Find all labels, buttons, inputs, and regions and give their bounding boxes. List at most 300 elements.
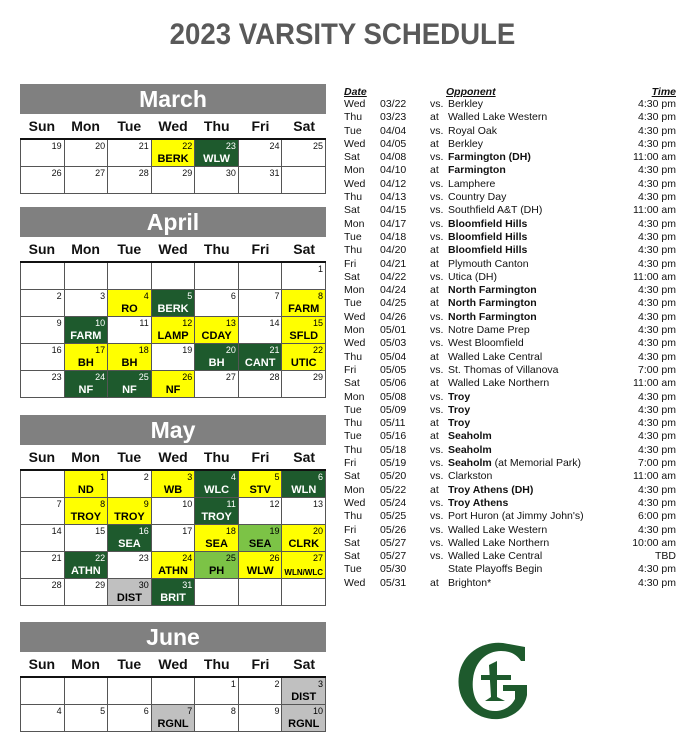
calendar-day bbox=[21, 371, 65, 398]
schedule-row bbox=[344, 231, 676, 244]
date-header: Date bbox=[344, 86, 367, 98]
game-date: 05/03 bbox=[380, 337, 407, 350]
game-date: 05/20 bbox=[380, 470, 407, 483]
calendar-day bbox=[21, 552, 65, 579]
game-time: 7:00 pm bbox=[638, 457, 676, 470]
game-time: 6:00 pm bbox=[638, 510, 676, 523]
calendar-day bbox=[65, 498, 109, 525]
day-number: 23 bbox=[138, 553, 149, 563]
day-number: 9 bbox=[143, 499, 149, 509]
game-label: NF bbox=[78, 384, 94, 396]
game-opponent: Berkley bbox=[448, 137, 484, 150]
game-opponent-cell bbox=[430, 537, 616, 550]
game-time: 4:30 pm bbox=[638, 324, 676, 337]
calendar-day bbox=[21, 263, 65, 290]
game-opponent-cell bbox=[430, 204, 616, 217]
calendar-day bbox=[108, 678, 152, 705]
calendar-day bbox=[65, 167, 109, 194]
calendar-week bbox=[20, 705, 326, 732]
schedule-row bbox=[344, 98, 676, 111]
game-location: vs. bbox=[430, 403, 444, 416]
calendar-day bbox=[239, 678, 283, 705]
calendar-day bbox=[108, 498, 152, 525]
game-opponent-cell bbox=[430, 164, 616, 177]
weekday-label: Fri bbox=[251, 656, 270, 672]
calendar-day bbox=[282, 317, 326, 344]
game-location: at bbox=[430, 377, 439, 390]
game-time: 4:30 pm bbox=[638, 390, 676, 403]
day-number: 29 bbox=[182, 168, 193, 178]
game-label: SEA bbox=[248, 538, 272, 550]
schedule-row bbox=[344, 364, 676, 377]
game-location: vs. bbox=[430, 550, 444, 563]
calendar-day bbox=[65, 371, 109, 398]
game-time: 4:30 pm bbox=[638, 177, 676, 190]
calendar-day bbox=[65, 705, 109, 732]
game-opponent: Seaholm bbox=[448, 457, 492, 470]
game-label: WLW bbox=[203, 153, 231, 165]
game-day: Fri bbox=[344, 363, 357, 376]
game-day: Mon bbox=[344, 483, 365, 496]
game-opponent: West Bloomfield bbox=[448, 337, 524, 350]
day-number: 29 bbox=[313, 372, 324, 382]
game-label: TROY bbox=[70, 511, 102, 523]
schedule-row bbox=[344, 324, 676, 337]
schedule-row bbox=[344, 377, 676, 390]
game-opponent-cell bbox=[430, 297, 616, 310]
calendar-day bbox=[65, 579, 109, 606]
calendar-day bbox=[239, 344, 283, 371]
game-time: 4:30 pm bbox=[638, 98, 676, 110]
calendar-day bbox=[195, 705, 239, 732]
game-opponent: State Playoffs Begin bbox=[448, 563, 543, 576]
game-date: 04/20 bbox=[380, 244, 407, 257]
game-opponent-cell bbox=[430, 430, 616, 443]
game-date: 03/22 bbox=[380, 98, 407, 110]
schedule-row bbox=[344, 151, 676, 164]
weekday-label: Mon bbox=[71, 656, 100, 672]
weekday-label: Tue bbox=[117, 449, 142, 465]
schedule-table bbox=[344, 86, 676, 590]
game-label: LAMP bbox=[157, 330, 189, 342]
calendar-day bbox=[152, 498, 196, 525]
game-time: 4:30 pm bbox=[638, 417, 676, 430]
game-opponent-cell bbox=[430, 98, 616, 111]
weekday-label: Thu bbox=[203, 118, 230, 134]
game-day: Thu bbox=[344, 443, 363, 456]
day-number: 27 bbox=[225, 372, 236, 382]
calendar-day bbox=[65, 344, 109, 371]
game-opponent: St. Thomas of Villanova bbox=[448, 363, 559, 376]
day-number: 5 bbox=[274, 472, 280, 482]
game-opponent-cell bbox=[430, 244, 616, 257]
schedule-row bbox=[344, 311, 676, 324]
game-day: Tue bbox=[344, 430, 362, 443]
game-label: ATHN bbox=[71, 565, 101, 577]
schedule-row bbox=[344, 178, 676, 191]
calendar-day bbox=[282, 705, 326, 732]
calendar-april bbox=[20, 207, 326, 398]
game-location: at bbox=[430, 137, 439, 150]
calendar-week bbox=[20, 140, 326, 167]
game-location: vs. bbox=[430, 337, 444, 350]
weekday-label: Wed bbox=[158, 656, 188, 672]
game-location: vs. bbox=[430, 470, 444, 483]
game-location: at bbox=[430, 350, 439, 363]
game-opponent: Troy Athens bbox=[448, 496, 509, 509]
day-number: 26 bbox=[182, 372, 193, 382]
game-date: 05/05 bbox=[380, 363, 407, 376]
game-time: 4:30 pm bbox=[638, 350, 676, 363]
calendar-day bbox=[65, 317, 109, 344]
game-date: 04/05 bbox=[380, 137, 407, 150]
game-date: 04/13 bbox=[380, 191, 407, 204]
schedule-row bbox=[344, 470, 676, 483]
calendar-day bbox=[239, 705, 283, 732]
game-opponent: Walled Lake Western bbox=[448, 523, 548, 536]
game-date: 04/04 bbox=[380, 124, 407, 137]
game-opponent-cell bbox=[430, 218, 616, 231]
schedule-row bbox=[344, 563, 676, 576]
schedule-row bbox=[344, 577, 676, 590]
schedule-row bbox=[344, 391, 676, 404]
calendar-day bbox=[152, 167, 196, 194]
game-time: 4:30 pm bbox=[638, 483, 676, 496]
weekday-label: Mon bbox=[71, 241, 100, 257]
calendar-june bbox=[20, 622, 326, 732]
schedule-row bbox=[344, 430, 676, 443]
time-header: Time bbox=[651, 86, 676, 98]
calendar-day bbox=[195, 290, 239, 317]
calendar-day bbox=[108, 525, 152, 552]
calendar-day bbox=[152, 290, 196, 317]
schedule-header bbox=[344, 86, 676, 98]
game-date: 05/24 bbox=[380, 496, 407, 509]
game-location: at bbox=[430, 417, 439, 430]
game-date: 04/10 bbox=[380, 164, 407, 177]
schedule-row bbox=[344, 244, 676, 257]
game-label: SEA bbox=[118, 538, 141, 550]
game-label: PH bbox=[208, 565, 225, 577]
calendar-day bbox=[108, 705, 152, 732]
game-label: CDAY bbox=[201, 330, 232, 342]
game-opponent-cell bbox=[430, 191, 616, 204]
game-opponent-cell bbox=[430, 550, 616, 563]
calendar-day bbox=[21, 344, 65, 371]
game-date: 05/09 bbox=[380, 403, 407, 416]
game-day: Tue bbox=[344, 297, 362, 310]
calendar-day bbox=[21, 705, 65, 732]
game-label: WLC bbox=[204, 484, 230, 496]
day-number: 18 bbox=[225, 526, 236, 536]
calendar-day bbox=[21, 317, 65, 344]
calendar-day bbox=[65, 552, 109, 579]
game-opponent: Country Day bbox=[448, 191, 507, 204]
game-opponent: Berkley bbox=[448, 98, 484, 110]
calendar-day bbox=[108, 344, 152, 371]
game-label: BH bbox=[208, 357, 225, 369]
game-day: Sat bbox=[344, 536, 360, 549]
day-number: 21 bbox=[269, 345, 280, 355]
weekday-label: Sun bbox=[28, 656, 56, 672]
game-opponent: Seaholm bbox=[448, 443, 492, 456]
schedule-row bbox=[344, 111, 676, 124]
game-opponent-cell bbox=[430, 311, 616, 324]
day-number: 26 bbox=[51, 168, 62, 178]
weekday-row bbox=[20, 114, 326, 140]
schedule-row bbox=[344, 337, 676, 350]
day-number: 19 bbox=[269, 526, 280, 536]
day-number: 31 bbox=[269, 168, 280, 178]
game-location: vs. bbox=[430, 270, 444, 283]
game-time: 4:30 pm bbox=[638, 576, 676, 589]
game-opponent-cell bbox=[430, 125, 616, 138]
game-label: CANT bbox=[244, 357, 276, 369]
calendar-day bbox=[195, 525, 239, 552]
game-location: vs. bbox=[430, 124, 444, 137]
game-opponent-cell bbox=[430, 231, 616, 244]
calendar-day bbox=[108, 140, 152, 167]
game-day: Wed bbox=[344, 496, 366, 509]
game-label: WB bbox=[163, 484, 183, 496]
calendar-day bbox=[108, 579, 152, 606]
game-location: vs. bbox=[430, 230, 444, 243]
weekday-label: Tue bbox=[117, 118, 142, 134]
game-location: at bbox=[430, 430, 439, 443]
calendar-day bbox=[239, 579, 283, 606]
calendar-day bbox=[239, 371, 283, 398]
day-number: 19 bbox=[182, 345, 193, 355]
day-number: 15 bbox=[95, 526, 106, 536]
day-number: 12 bbox=[182, 318, 193, 328]
game-day: Fri bbox=[344, 257, 357, 270]
day-number: 4 bbox=[143, 291, 149, 301]
weekday-label: Tue bbox=[117, 241, 142, 257]
game-day: Wed bbox=[344, 576, 366, 589]
game-location: vs. bbox=[430, 191, 444, 204]
game-label: WLN/WLC bbox=[284, 568, 324, 577]
calendar-day bbox=[195, 552, 239, 579]
game-opponent-cell bbox=[430, 178, 616, 191]
game-label: FARM bbox=[288, 303, 320, 315]
game-opponent: Plymouth Canton bbox=[448, 257, 529, 270]
schedule-row bbox=[344, 258, 676, 271]
calendar-day bbox=[21, 579, 65, 606]
game-date: 05/16 bbox=[380, 430, 407, 443]
calendar-day bbox=[195, 317, 239, 344]
game-opponent: Walled Lake Western bbox=[448, 111, 548, 124]
game-day: Tue bbox=[344, 124, 362, 137]
day-number: 2 bbox=[274, 679, 280, 689]
day-number: 23 bbox=[51, 372, 62, 382]
calendar-day bbox=[152, 140, 196, 167]
game-time: 4:30 pm bbox=[638, 297, 676, 310]
schedule-row bbox=[344, 125, 676, 138]
game-opponent: Walled Lake Northern bbox=[448, 536, 550, 549]
weekday-label: Thu bbox=[203, 656, 230, 672]
day-number: 25 bbox=[138, 372, 149, 382]
game-label: CLRK bbox=[288, 538, 320, 550]
game-date: 04/12 bbox=[380, 177, 407, 190]
calendar-day bbox=[21, 167, 65, 194]
game-opponent: Walled Lake Northern bbox=[448, 377, 550, 390]
weekday-label: Thu bbox=[203, 449, 230, 465]
game-label: UTIC bbox=[290, 357, 317, 369]
game-time: 4:30 pm bbox=[638, 496, 676, 509]
month-header: March bbox=[20, 84, 326, 114]
game-opponent: Walled Lake Central bbox=[448, 550, 543, 563]
game-opponent: Royal Oak bbox=[448, 124, 498, 137]
day-number: 27 bbox=[313, 553, 324, 563]
game-opponent-cell bbox=[430, 351, 616, 364]
calendar-week bbox=[20, 290, 326, 317]
weekday-label: Wed bbox=[158, 118, 188, 134]
calendar-day bbox=[239, 140, 283, 167]
game-date: 05/19 bbox=[380, 457, 407, 470]
calendar-day bbox=[282, 344, 326, 371]
game-opponent-cell bbox=[430, 151, 616, 164]
day-number: 5 bbox=[100, 706, 106, 716]
calendar-day bbox=[239, 263, 283, 290]
calendar-week bbox=[20, 678, 326, 705]
game-time: 4:30 pm bbox=[638, 191, 676, 204]
game-day: Wed bbox=[344, 98, 366, 110]
game-day: Tue bbox=[344, 230, 362, 243]
game-location: vs. bbox=[430, 390, 444, 403]
calendar-day bbox=[152, 552, 196, 579]
day-number: 10 bbox=[313, 706, 324, 716]
game-day: Sat bbox=[344, 377, 360, 390]
calendar-day bbox=[239, 290, 283, 317]
game-day: Fri bbox=[344, 523, 357, 536]
game-label: ND bbox=[77, 484, 94, 496]
calendar-week bbox=[20, 167, 326, 194]
game-date: 05/22 bbox=[380, 483, 407, 496]
day-number: 12 bbox=[269, 499, 280, 509]
game-day: Thu bbox=[344, 510, 363, 523]
calendar-day bbox=[21, 140, 65, 167]
calendar-week bbox=[20, 579, 326, 606]
game-day: Thu bbox=[344, 191, 363, 204]
day-number: 3 bbox=[318, 679, 324, 689]
game-date: 04/21 bbox=[380, 257, 407, 270]
game-location: at bbox=[430, 297, 439, 310]
game-location: vs. bbox=[430, 496, 444, 509]
game-opponent: North Farmington bbox=[448, 284, 537, 297]
game-opponent-cell bbox=[430, 497, 616, 510]
game-label: DIST bbox=[116, 592, 142, 604]
calendar-day bbox=[152, 471, 196, 498]
calendar-day bbox=[108, 167, 152, 194]
calendar-day bbox=[152, 344, 196, 371]
day-number: 4 bbox=[230, 472, 236, 482]
calendar-week bbox=[20, 344, 326, 371]
day-number: 22 bbox=[95, 553, 106, 563]
schedule-row bbox=[344, 404, 676, 417]
game-time: 4:30 pm bbox=[638, 563, 676, 576]
calendar-day bbox=[108, 317, 152, 344]
calendar-day bbox=[152, 371, 196, 398]
schedule-row bbox=[344, 484, 676, 497]
calendar-day bbox=[65, 525, 109, 552]
calendar-day bbox=[239, 167, 283, 194]
game-time: 4:30 pm bbox=[638, 523, 676, 536]
calendar-day bbox=[108, 552, 152, 579]
weekday-label: Wed bbox=[158, 449, 188, 465]
calendar-day bbox=[152, 678, 196, 705]
day-number: 30 bbox=[225, 168, 236, 178]
day-number: 8 bbox=[318, 291, 324, 301]
game-opponent: Troy bbox=[448, 417, 471, 430]
calendar-may bbox=[20, 415, 326, 606]
day-number: 1 bbox=[230, 679, 236, 689]
calendar-week bbox=[20, 263, 326, 290]
game-label: WLW bbox=[246, 565, 274, 577]
game-opponent: Notre Dame Prep bbox=[448, 324, 530, 337]
calendar-day bbox=[239, 317, 283, 344]
game-location: vs. bbox=[430, 523, 444, 536]
day-number: 25 bbox=[313, 141, 324, 151]
day-number: 13 bbox=[225, 318, 236, 328]
calendar-day bbox=[195, 167, 239, 194]
game-time: 11:00 am bbox=[633, 470, 676, 483]
day-number: 2 bbox=[56, 291, 62, 301]
game-label: NF bbox=[122, 384, 137, 396]
calendar-day bbox=[195, 498, 239, 525]
day-number: 14 bbox=[269, 318, 280, 328]
weekday-label: Tue bbox=[117, 656, 142, 672]
calendar-day bbox=[108, 263, 152, 290]
game-opponent-cell bbox=[430, 271, 616, 284]
calendar-day bbox=[195, 140, 239, 167]
game-time: 4:30 pm bbox=[638, 310, 676, 323]
game-opponent-cell bbox=[430, 337, 616, 350]
game-location: at bbox=[430, 483, 439, 496]
calendar-day bbox=[65, 678, 109, 705]
game-date: 04/22 bbox=[380, 270, 407, 283]
day-number: 24 bbox=[182, 553, 193, 563]
game-label: SEA bbox=[205, 538, 228, 550]
schedule-row bbox=[344, 457, 676, 470]
game-day: Fri bbox=[344, 457, 357, 470]
calendar-day bbox=[282, 371, 326, 398]
game-opponent-cell bbox=[430, 417, 616, 430]
weekday-label: Sun bbox=[28, 118, 56, 134]
calendar-day bbox=[239, 525, 283, 552]
calendar-week bbox=[20, 552, 326, 579]
game-label: RGNL bbox=[288, 718, 320, 730]
game-date: 05/30 bbox=[380, 563, 407, 576]
day-number: 4 bbox=[56, 706, 62, 716]
game-opponent: Clarkston bbox=[448, 470, 493, 483]
game-label: SFLD bbox=[289, 330, 319, 342]
game-date: 05/11 bbox=[380, 417, 406, 430]
day-number: 10 bbox=[182, 499, 193, 509]
day-number: 6 bbox=[143, 706, 149, 716]
schedule-row bbox=[344, 351, 676, 364]
game-time: 4:30 pm bbox=[638, 430, 676, 443]
calendar-day bbox=[21, 290, 65, 317]
game-opponent: Farmington bbox=[448, 164, 506, 177]
calendar-day bbox=[65, 471, 109, 498]
game-location: vs. bbox=[430, 510, 444, 523]
schedule-row bbox=[344, 271, 676, 284]
game-time: 4:30 pm bbox=[638, 443, 676, 456]
game-opponent-cell bbox=[430, 391, 616, 404]
game-opponent: Brighton* bbox=[448, 576, 492, 589]
game-day: Mon bbox=[344, 164, 365, 177]
game-location: vs. bbox=[430, 217, 444, 230]
